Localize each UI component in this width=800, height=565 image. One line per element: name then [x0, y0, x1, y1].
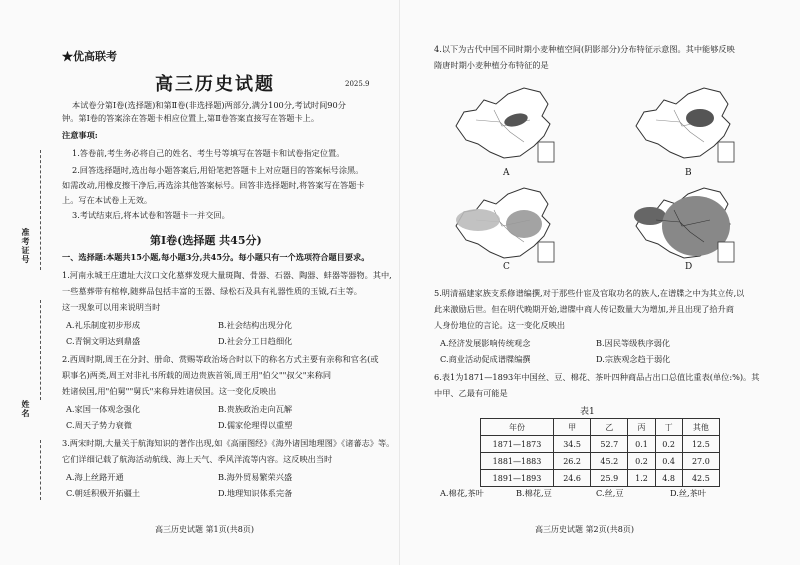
q1-option-a[interactable]: A.礼乐制度初步形成 [66, 320, 141, 330]
table-cell: 24.6 [554, 470, 591, 487]
binding-line [40, 300, 41, 400]
q5-option-c[interactable]: C.商业活动促成谱牒编撰 [440, 354, 531, 364]
table-cell: 1871—1873 [481, 436, 554, 453]
question-4-text: 隋唐时期小麦种植分布特征的是 [434, 60, 549, 70]
q1-option-d[interactable]: D.社会分工日趋细化 [218, 336, 293, 346]
q6-option-c[interactable]: C.丝,豆 [596, 488, 624, 498]
side-label-name: 姓名 [21, 400, 31, 418]
table-cell: 12.5 [682, 436, 719, 453]
exam-date: 2025.9 [345, 80, 370, 88]
side-label-exam-id: 准考证号 [21, 228, 31, 264]
table-cell: 4.8 [655, 470, 682, 487]
map-label: B [685, 168, 692, 178]
q5-option-d[interactable]: D.宗族观念趋于弱化 [596, 354, 671, 364]
table-cell: 45.2 [591, 453, 628, 470]
q3-option-d[interactable]: D.地理知识体系完备 [218, 488, 293, 498]
table-cell: 0.2 [628, 453, 655, 470]
q2-option-c[interactable]: C.周天子势力衰微 [66, 420, 132, 430]
question-5-text: 人身份地位的言论。这一变化反映出 [434, 320, 566, 330]
exam-page-2 [400, 0, 800, 565]
table-cell: 34.5 [554, 436, 591, 453]
table-cell: 1.2 [628, 470, 655, 487]
table-cell: 1891—1893 [481, 470, 554, 487]
table-cell: 27.0 [682, 453, 719, 470]
question-6-text: 6.表1为1871—1893年中国丝、豆、棉花、茶叶四种商品占出口总值比重表(单位:%)。其 [434, 372, 760, 382]
q5-option-b[interactable]: B.因民等级秩序弱化 [596, 338, 671, 348]
question-6-text: 中甲、乙最有可能是 [434, 388, 508, 398]
table-cell: 0.4 [655, 453, 682, 470]
table-header-cell: 其他 [682, 419, 719, 436]
q1-option-c[interactable]: C.青铜文明达到鼎盛 [66, 336, 141, 346]
table-row [481, 470, 720, 487]
section-title: 第Ⅰ卷(选择题 共45分) [150, 234, 262, 247]
page-title: 高三历史试题 [155, 74, 275, 95]
q3-option-c[interactable]: C.朝廷积极开拓疆土 [66, 488, 141, 498]
table-cell: 42.5 [682, 470, 719, 487]
q1-option-b[interactable]: B.社会结构出现分化 [218, 320, 293, 330]
table-cell: 1881—1883 [481, 453, 554, 470]
table-header-cell: 年份 [481, 419, 554, 436]
question-2-text: 职事名)两类,周王对非礼书所载的周边贵族首领,周王用"伯父""叔父"来称同 [62, 370, 332, 380]
page-footer: 高三历史试题 第1页(共8页) [155, 525, 254, 534]
table-cell: 52.7 [591, 436, 628, 453]
q6-option-a[interactable]: A.棉花,茶叶 [440, 488, 484, 498]
q6-option-b[interactable]: B.棉花,豆 [516, 488, 552, 498]
map-option-a[interactable] [450, 80, 562, 166]
intro-text: 本试卷分第Ⅰ卷(选择题)和第Ⅱ卷(非选择题)两部分,满分100分,考试时间90分 [72, 100, 346, 110]
question-2-text: 姓诸侯国,用"伯舅""舅氏"来称异姓诸侯国。这一变化反映出 [62, 386, 277, 396]
question-1-text: 1.河南永城王庄遗址大汶口文化墓葬发现大量斑陶、骨器、石器、陶器、蚌器等器物。其中, [62, 270, 392, 280]
notes-title: 注意事项: [62, 130, 98, 140]
table-cell: 0.1 [628, 436, 655, 453]
note-item: 3.考试结束后,将本试卷和答题卡一并交回。 [72, 210, 230, 220]
note-item: 2.回答选择题时,选出每小题答案后,用铅笔把答题卡上对应题目的答案标号涂黑。 [72, 165, 364, 175]
table-header-cell: 乙 [591, 419, 628, 436]
table-header-cell: 丙 [628, 419, 655, 436]
question-3-text: 它们详细记载了航海活动航线、海上天气、季风洋流等内容。这反映出当时 [62, 454, 333, 464]
export-share-table [480, 418, 720, 487]
q2-option-b[interactable]: B.贵族政治走向瓦解 [218, 404, 293, 414]
q5-option-a[interactable]: A.经济发展影响传统观念 [440, 338, 531, 348]
map-label: D [685, 262, 693, 272]
page-footer: 高三历史试题 第2页(共8页) [535, 525, 634, 534]
note-item: 如需改动,用橡皮擦干净后,再选涂其他答案标号。回答非选择题时,将答案写在答题卡 [62, 180, 365, 190]
table-cell: 26.2 [554, 453, 591, 470]
table-cell: 25.9 [591, 470, 628, 487]
table-cell: 0.2 [655, 436, 682, 453]
intro-text: 钟。第Ⅰ卷的答案涂在答题卡相应位置上,第Ⅱ卷答案直接写在答题卡上。 [62, 113, 320, 123]
map-label: C [503, 262, 510, 272]
section-instructions: 一、选择题:本题共15小题,每小题3分,共45分。每小题只有一个选项符合题目要求。 [62, 252, 370, 262]
question-1-text: 这一现象可以用来说明当时 [62, 302, 161, 312]
binding-line [40, 150, 41, 270]
question-2-text: 2.西周时期,周王在分封、册命、赏赐等政治场合时以下的称名方式主要有亲称和官名(或 [62, 354, 379, 364]
q2-option-a[interactable]: A.家国一体观念强化 [66, 404, 141, 414]
map-option-b[interactable] [630, 80, 742, 166]
q3-option-a[interactable]: A.海上丝路开通 [66, 472, 124, 482]
note-item: 上。写在本试卷上无效。 [62, 195, 153, 205]
q3-option-b[interactable]: B.海外贸易繁荣兴盛 [218, 472, 293, 482]
table-row [481, 436, 720, 453]
table-row [481, 453, 720, 470]
question-5-text: 此来激励后世。但在明代晚期开始,谱牒中商人传记数量大为增加,并且出现了拾升商 [434, 304, 734, 314]
question-5-text: 5.明清福建家族支系修谱编撰,对于那些什宦及官取功名的族人,在谱牒之中为其立传,以 [434, 288, 745, 298]
q6-option-d[interactable]: D.丝,茶叶 [670, 488, 707, 498]
table-header-row [481, 419, 720, 436]
binding-line [40, 440, 41, 500]
table-caption: 表1 [580, 407, 595, 417]
q2-option-d[interactable]: D.儒家伦理得以重塑 [218, 420, 293, 430]
question-4-text: 4.以下为古代中国不同时期小麦种植空间(阴影部分)分布特征示意图。其中能够反映 [434, 44, 735, 54]
map-option-c[interactable] [450, 180, 562, 266]
question-1-text: 一些墓葬带有棺椁,随葬品包括丰富的玉器、绿松石及具有礼器性质的玉钺,石主等。 [62, 286, 362, 296]
question-3-text: 3.两宋时期,大量关于航海知识的著作出现,如《高丽图经》《海外诸国地理图》《诸蕃志》等。 [62, 438, 395, 448]
table-header-cell: 甲 [554, 419, 591, 436]
note-item: 1.答卷前,考生务必将自己的姓名、考生号等填写在答题卡和试卷指定位置。 [72, 148, 345, 158]
map-option-d[interactable] [630, 180, 742, 266]
map-label: A [503, 168, 510, 178]
brand-label: ★优高联考 [62, 50, 117, 63]
table-header-cell: 丁 [655, 419, 682, 436]
